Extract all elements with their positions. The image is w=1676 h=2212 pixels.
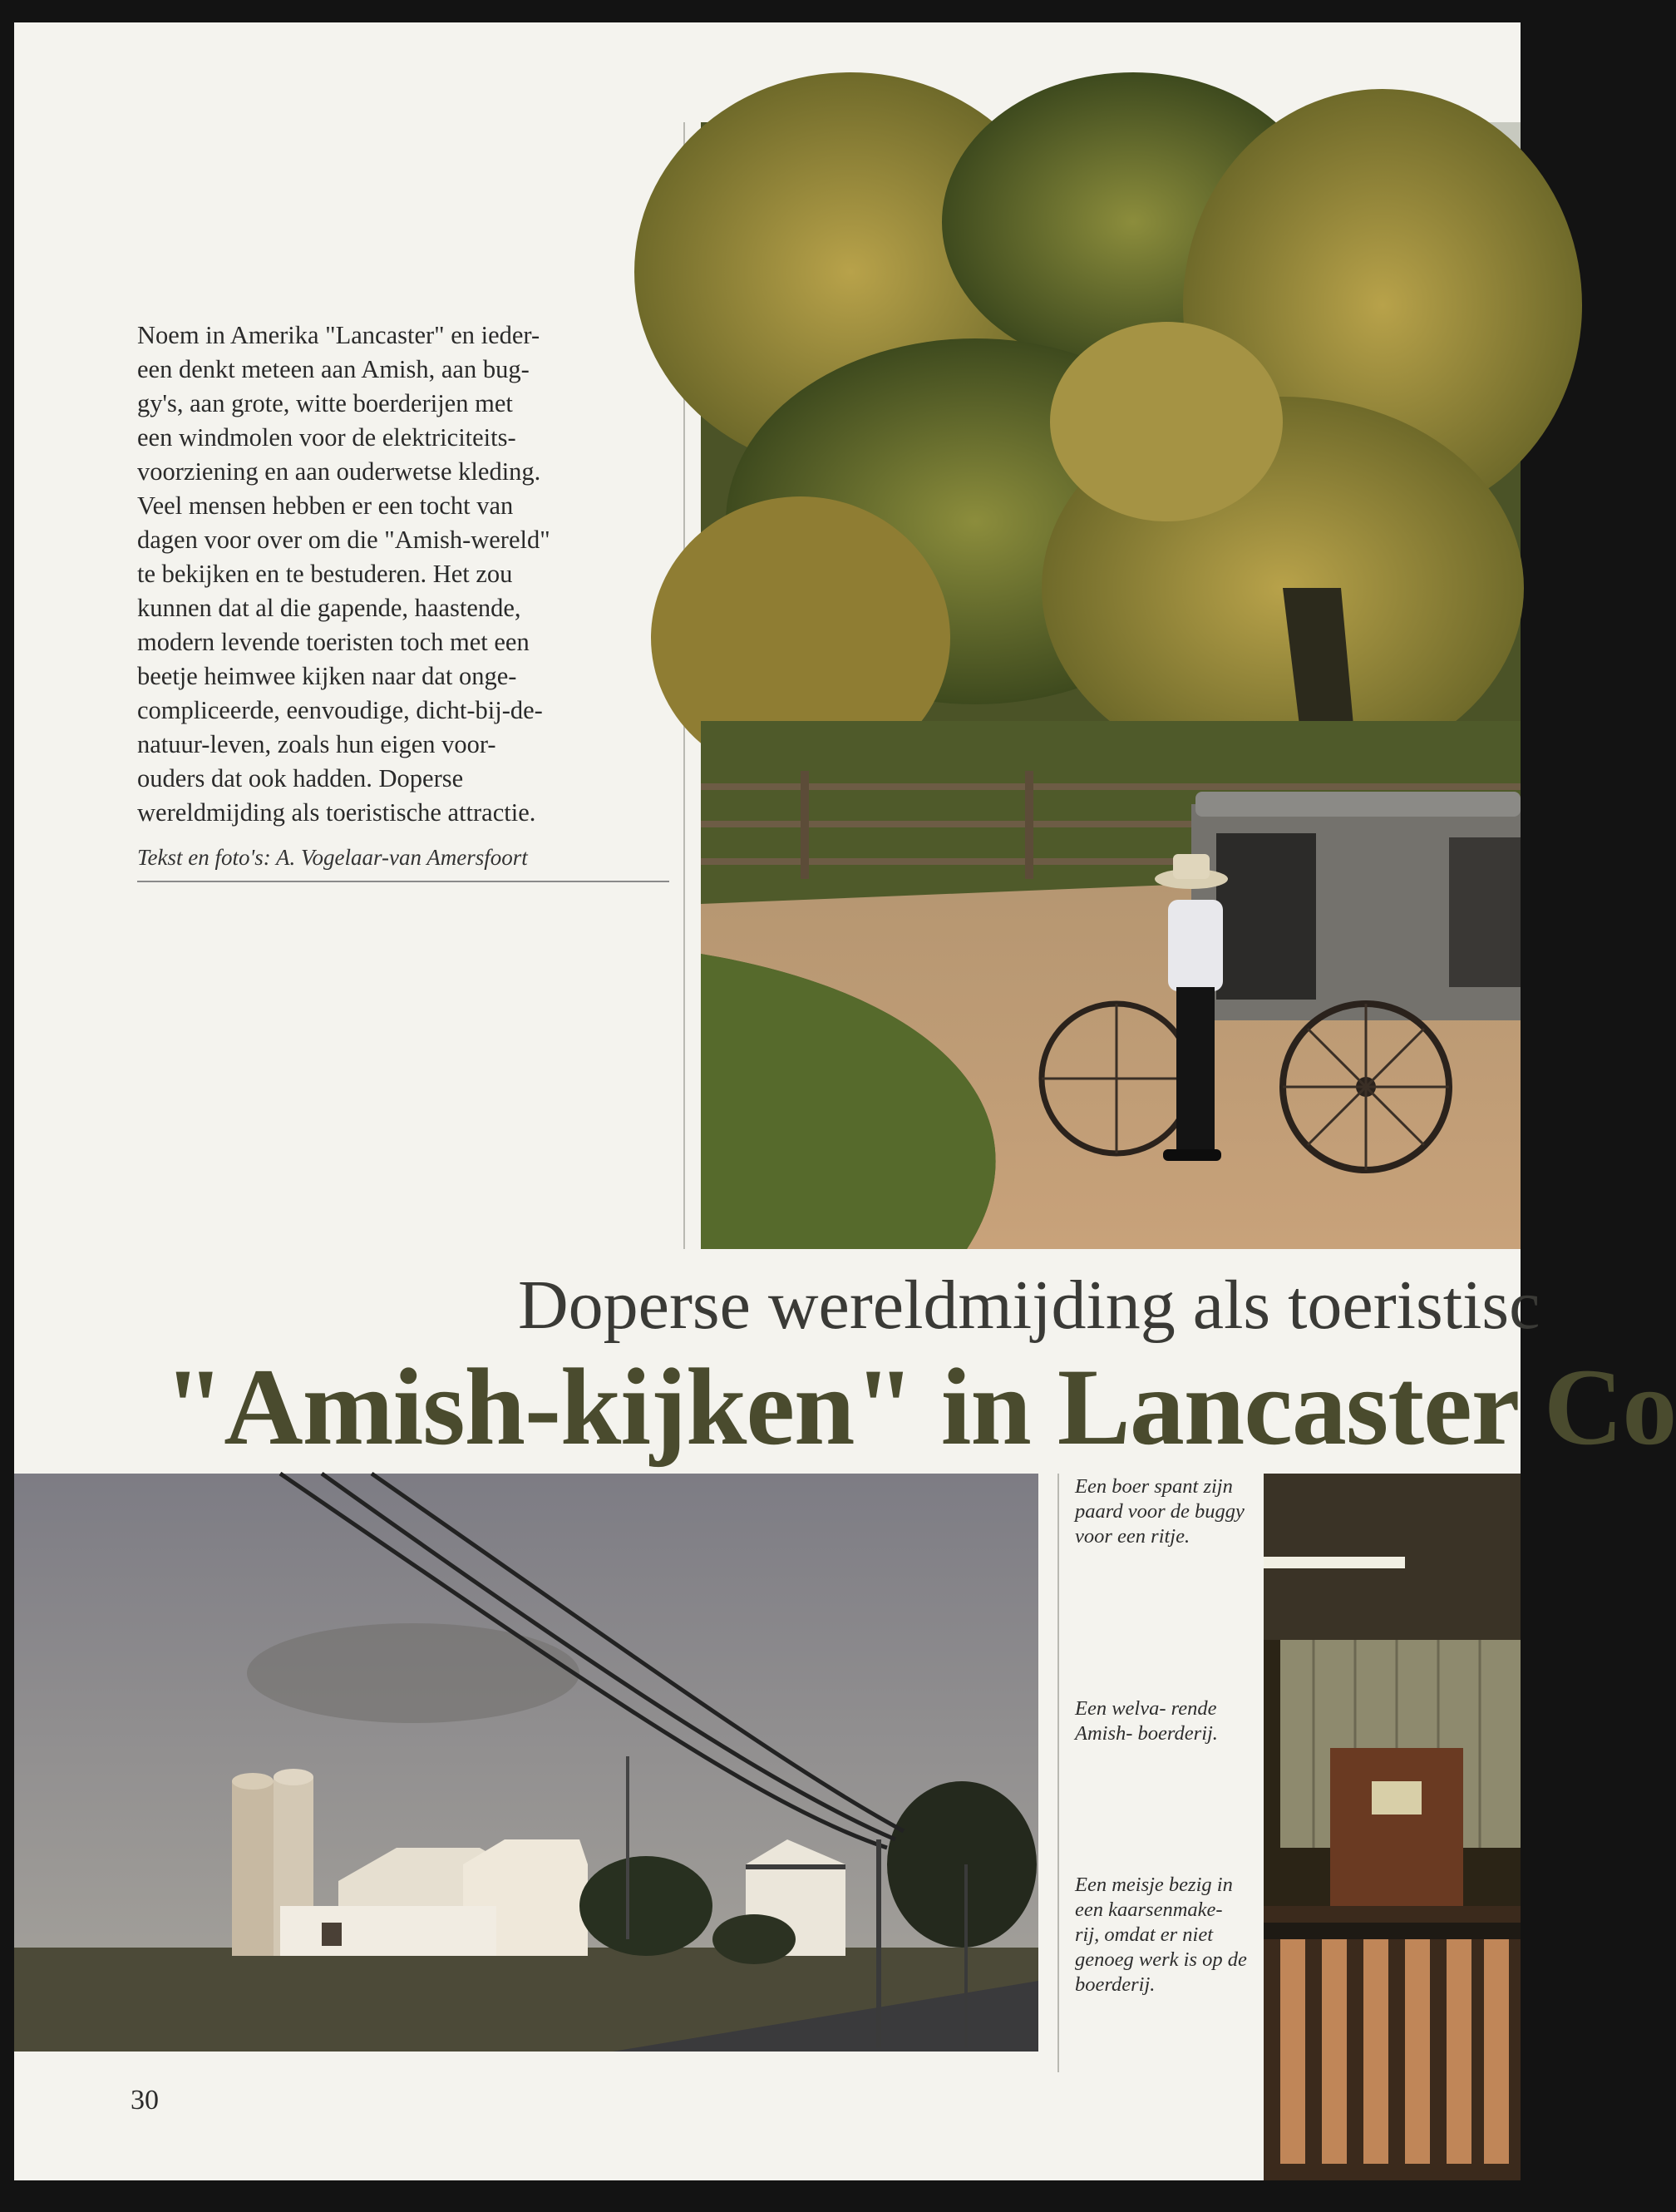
intro-line: kunnen dat al die gapende, haastende, <box>137 594 521 622</box>
headline-title: "Amish-kijken" in Lancaster Co <box>164 1345 1676 1468</box>
intro-line: Noem in Amerika "Lancaster" en ieder- <box>137 321 540 349</box>
intro-line: modern levende toeristen toch met een <box>137 628 530 656</box>
intro-line: een windmolen voor de elektriciteits- <box>137 423 516 452</box>
intro-line: dagen voor over om die "Amish-wereld" <box>137 526 550 554</box>
farm-photo <box>14 1474 1038 2052</box>
intro-line: ouders dat ook hadden. Doperse <box>137 764 464 792</box>
column-divider <box>1057 1474 1059 2072</box>
intro-line: een denkt meteen aan Amish, aan bug- <box>137 355 530 383</box>
byline: Tekst en foto's: A. Vogelaar-van Amersfoort <box>137 845 669 882</box>
intro-line: natuur-leven, zoals hun eigen voor- <box>137 730 496 758</box>
caption-candle-shop: Een meisje bezig in een kaarsenmake- rij, omdat er niet genoeg werk is op de boerderij. <box>1075 1874 1247 1996</box>
intro-line: wereldmijding als toeristische attractie. <box>137 798 536 827</box>
caption-buggy: Een boer spant zijn paard voor de buggy voor een ritje. <box>1075 1475 1245 1548</box>
headline-subtitle: Doperse wereldmijding als toeristisc <box>518 1266 1540 1344</box>
buggy-photo <box>701 122 1521 1249</box>
intro-line: gy's, aan grote, witte boerderijen met <box>137 389 513 417</box>
intro-line: compliceerde, eenvoudige, dicht-bij-de- <box>137 696 543 724</box>
intro-line: beetje heimwee kijken naar dat onge- <box>137 662 517 690</box>
page-number: 30 <box>131 2085 159 2116</box>
intro-line: te bekijken en te bestuderen. Het zou <box>137 560 513 588</box>
intro-line: voorziening en aan ouderwetse kleding. <box>137 457 541 486</box>
intro-paragraph <box>137 318 669 830</box>
intro-line: Veel mensen hebben er een tocht van <box>137 491 514 520</box>
magazine-page <box>14 22 1676 2180</box>
caption-farm: Een welva- rende Amish- boerderij. <box>1075 1697 1218 1745</box>
candle-shop-photo <box>1264 1474 1521 2180</box>
